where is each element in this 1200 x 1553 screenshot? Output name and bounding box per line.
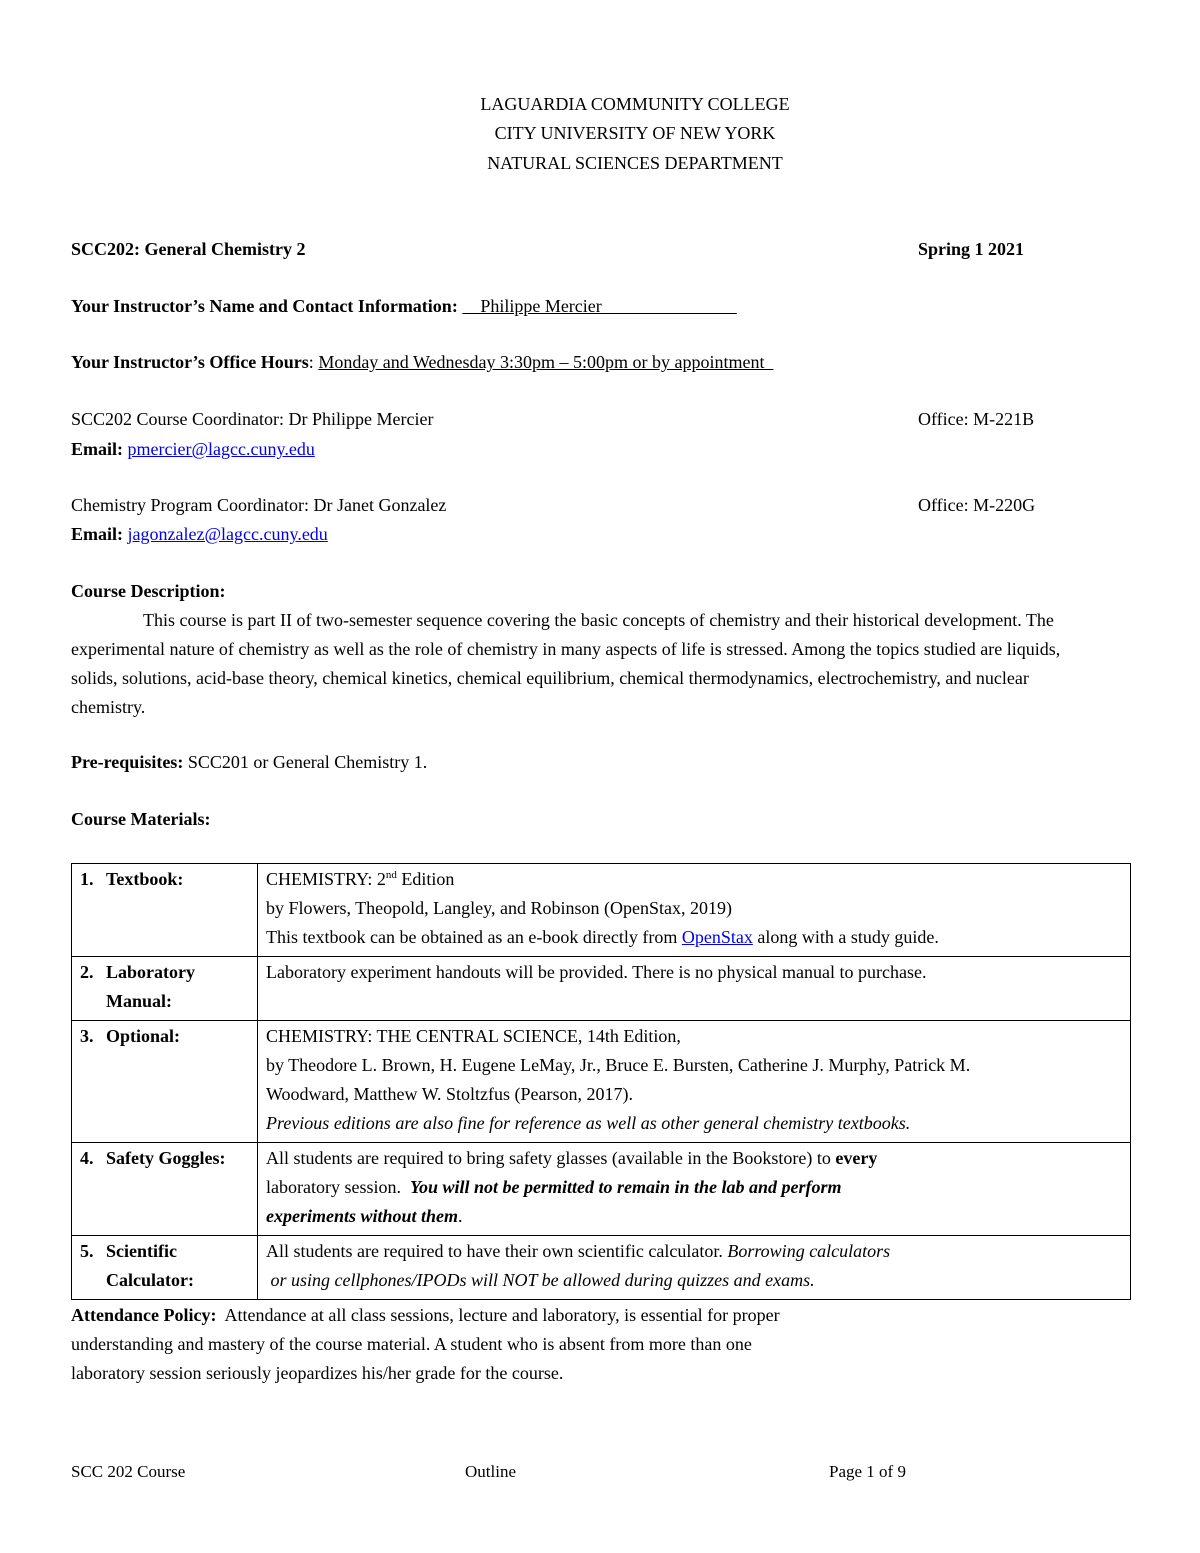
department-name: NATURAL SCIENCES DEPARTMENT [487, 153, 783, 173]
course-description-text: This course is part II of two-semester sequence covering the basic concepts of chemistry and their historical development. The experimental nature of chemistry as well as the role of chemistry in many aspects of life is stressed. Among the topics studied are liquids, solids, solutions, acid-base theory, chemical kinetics, chemical equilibrium, chemical thermodynamics, electrochemistry, and nuclear chemistry. [71, 610, 1061, 717]
program-coordinator-email-link[interactable]: jagonzalez@lagcc.cuny.edu [127, 524, 328, 544]
course-title: SCC202: General Chemistry 2 [71, 239, 306, 259]
material-label-cell: 3. Optional: [72, 1021, 258, 1143]
program-coordinator-office: Office: M-220G [918, 495, 1036, 515]
course-materials-heading: Course Materials: [71, 809, 211, 829]
material-content-cell: Laboratory experiment handouts will be provided. There is no physical manual to purchase. [258, 957, 1131, 1021]
course-coordinator: SCC202 Course Coordinator: Dr Philippe Mercier [71, 409, 434, 429]
table-row [72, 1236, 1131, 1300]
instructor-name: Philippe Mercier [462, 296, 737, 316]
prerequisites-label: Pre-requisites: [71, 752, 184, 772]
coordinator-email-link[interactable]: pmercier@lagcc.cuny.edu [127, 439, 315, 459]
footer-left: SCC 202 Course [71, 1462, 186, 1481]
office-hours: Your Instructor’s Office Hours: Monday and Wednesday 3:30pm – 5:00pm or by appointment [71, 352, 774, 372]
material-content-cell: CHEMISTRY: THE CENTRAL SCIENCE, 14th Edition, by Theodore L. Brown, H. Eugene LeMay, Jr., Bruce E. Bursten, Catherine J. Murphy, Patrick M. Woodward, Matthew W. Stoltzfus (Pearson, 2017). Previous editions are also fine for reference as well as other general chemistry textbooks. [258, 1021, 1131, 1143]
openstax-link[interactable]: OpenStax [681, 927, 753, 947]
material-label-cell: 2. Laboratory Manual: [72, 957, 258, 1021]
material-label-cell: 4. Safety Goggles: [72, 1143, 258, 1236]
material-content-cell: All students are required to have their own scientific calculator. Borrowing calculators or using cellphones/IPODs will NOT be allowed during quizzes and exams. [258, 1236, 1131, 1300]
footer-center: Outline [465, 1462, 516, 1481]
material-label-cell: 5. Scientific Calculator: [72, 1236, 258, 1300]
coordinator-email-line [71, 439, 315, 460]
course-materials-table [71, 863, 1131, 1300]
office-hours-label: Your Instructor’s Office Hours [71, 352, 309, 372]
table-row [72, 864, 1131, 957]
university-name: CITY UNIVERSITY OF NEW YORK [494, 123, 776, 143]
prerequisites-value: SCC201 or General Chemistry 1. [183, 752, 428, 772]
material-content-cell: All students are required to bring safety glasses (available in the Bookstore) to every laboratory session. You will not be permitted to remain in the lab and perform experiments without them. [258, 1143, 1131, 1236]
footer-page-number: Page 1 of 9 [829, 1462, 906, 1481]
program-coordinator-email-label: Email: [71, 524, 123, 544]
prerequisites [71, 752, 427, 773]
material-label-cell: 1. Textbook: [72, 864, 258, 957]
attendance-policy: Attendance Policy: Attendance at all class sessions, lecture and laboratory, is essential for proper understanding and mastery of the course material. A student who is absent from more than one laboratory session seriously jeopardizes his/her grade for the course. [71, 1305, 780, 1383]
table-row [72, 957, 1131, 1021]
table-row [72, 1143, 1131, 1236]
attendance-label: Attendance Policy: [71, 1305, 217, 1325]
coordinator-email-label: Email: [71, 439, 123, 459]
instructor-contact [71, 296, 737, 317]
program-coordinator: Chemistry Program Coordinator: Dr Janet Gonzalez [71, 495, 447, 515]
instructor-contact-label: Your Instructor’s Name and Contact Information: [71, 296, 458, 316]
course-term: Spring 1 2021 [918, 239, 1025, 259]
program-coordinator-email-line [71, 524, 328, 545]
course-description-heading: Course Description: [71, 581, 226, 601]
material-content-cell: CHEMISTRY: 2nd Edition by Flowers, Theopold, Langley, and Robinson (OpenStax, 2019) This textbook can be obtained as an e-book directly from OpenStax along with a study guide. [258, 864, 1131, 957]
coordinator-office: Office: M-221B [918, 409, 1035, 429]
table-row [72, 1021, 1131, 1143]
college-name: LAGUARDIA COMMUNITY COLLEGE [480, 94, 790, 114]
office-hours-value: Monday and Wednesday 3:30pm – 5:00pm or by appointment [318, 352, 774, 372]
